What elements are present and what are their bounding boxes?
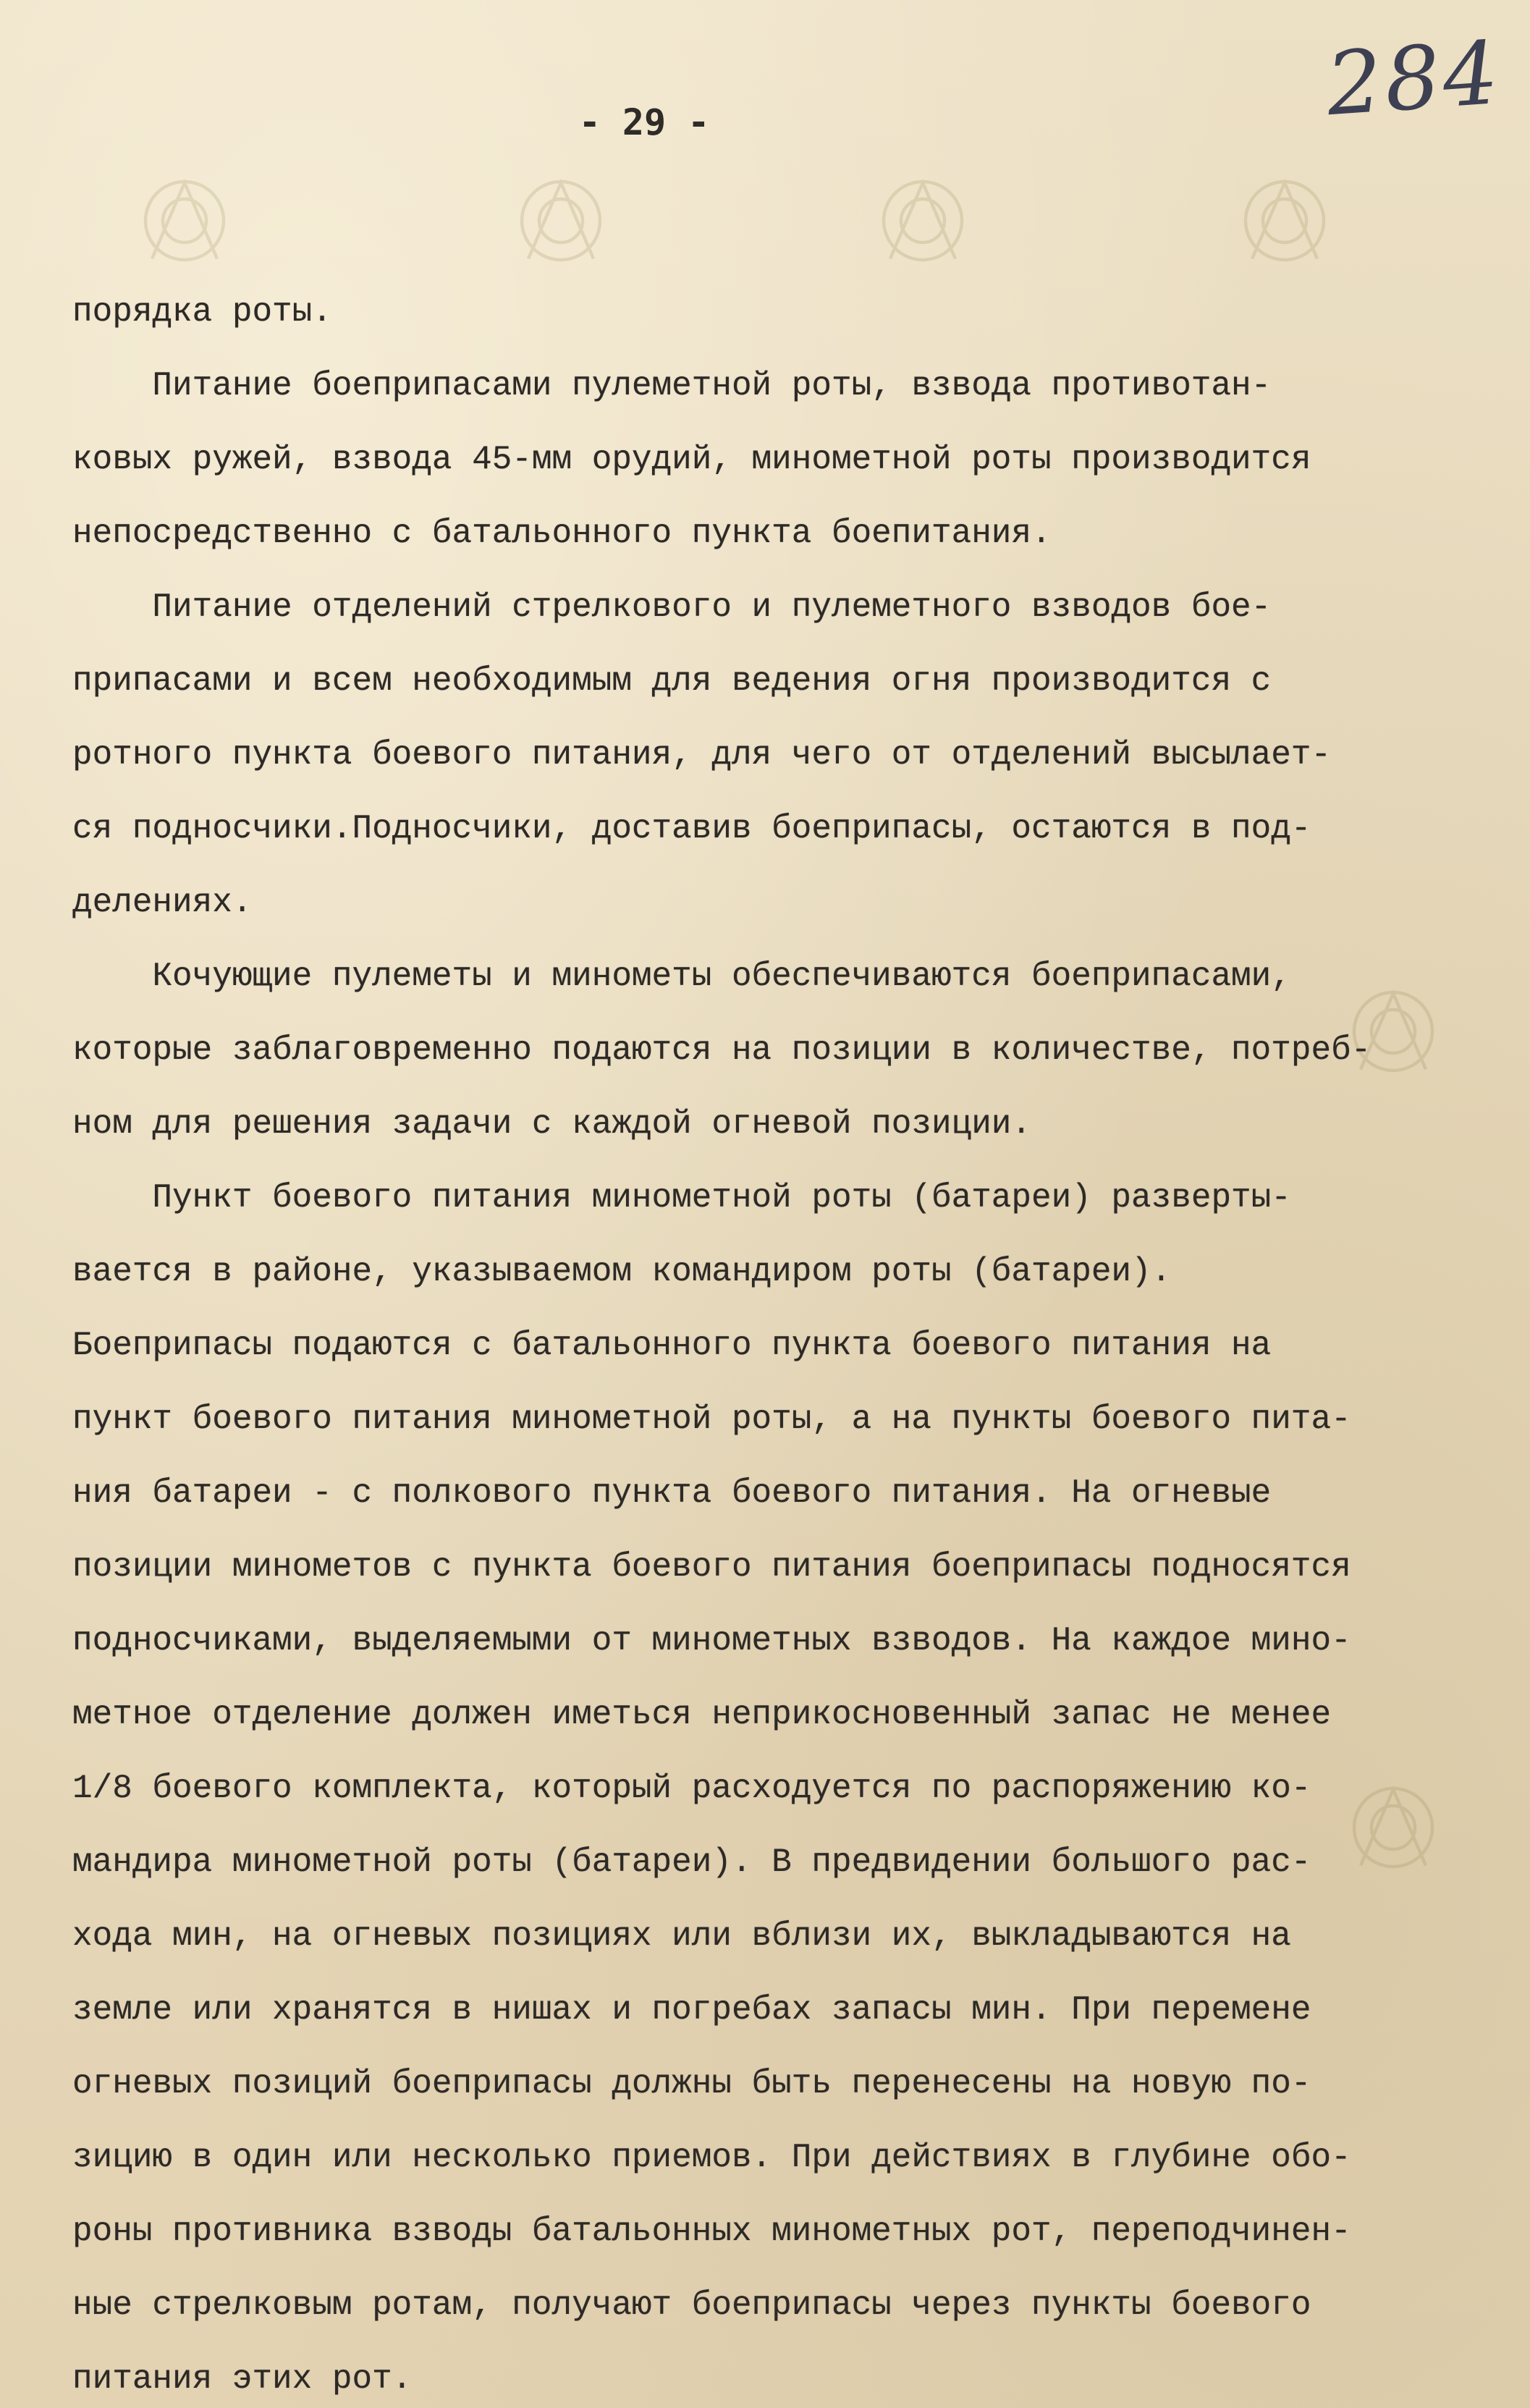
text-line: ротного пункта боевого питания, для чего от отделений высылает- [72,736,1332,774]
text-line: метное отделение должен иметься неприкосновенный запас не менее [72,1696,1332,1733]
text-line: делениях. [72,884,253,921]
text-line: земле или хранятся в нишах и погребах запасы мин. При перемене [72,1991,1311,2029]
text-line: мандира минометной роты (батареи). В предвидении большого рас- [72,1843,1311,1881]
text-line: зицию в один или несколько приемов. При действиях в глубине обо- [72,2139,1351,2176]
page-number: - 29 - [578,101,710,143]
text-line: 1/8 боевого комплекта, который расходуется по распоряжению ко- [72,1770,1311,1807]
text-line: Питание боеприпасами пулеметной роты, взвода противотан- [72,367,1272,405]
text-line: хода мин, на огневых позициях или вблизи их, выкладываются на [72,1917,1291,1955]
handwritten-folio-number: 284 [1323,22,1505,136]
text-line: позиции минометов с пункта боевого питания боеприпасы подносятся [72,1548,1351,1586]
text-line: огневых позиций боеприпасы должны быть перенесены на новую по- [72,2065,1311,2103]
text-line: пункт боевого питания минометной роты, а на пункты боевого пита- [72,1401,1351,1438]
text-line: Кочующие пулеметы и минометы обеспечиваются боеприпасами, [72,958,1291,995]
text-line: ся подносчики.Подносчики, доставив боеприпасы, остаются в под- [72,810,1311,848]
text-line: ном для решения задачи с каждой огневой позиции. [72,1105,1032,1143]
text-line: ния батареи - с полкового пункта боевого питания. На огневые [72,1474,1272,1512]
text-line: Боеприпасы подаются с батальонного пункта боевого питания на [72,1327,1272,1364]
emblem-watermark-icon [868,166,977,275]
text-line: ковых ружей, взвода 45-мм орудий, минометной роты производится [72,441,1311,478]
text-line: припасами и всем необходимым для ведения огня производится с [72,662,1272,700]
text-line: подносчиками, выделяемыми от минометных взводов. На каждое мино- [72,1622,1351,1660]
text-line: порядка роты. [72,293,332,331]
text-line: которые заблаговременно подаются на позиции в количестве, потреб- [72,1031,1371,1069]
text-line: непосредственно с батальонного пункта боепитания. [72,515,1052,552]
text-line: Пункт боевого питания минометной роты (батареи) разверты- [72,1179,1291,1217]
text-line: Питание отделений стрелкового и пулеметного взводов бое- [72,588,1272,626]
emblem-watermark-icon [1230,166,1339,275]
emblem-watermark-icon [507,166,615,275]
text-line: ные стрелковым ротам, получают боеприпасы через пункты боевого [72,2286,1311,2324]
text-line: вается в районе, указываемом командиром роты (батареи). [72,1253,1172,1290]
text-line: питания этих рот. [72,2360,413,2398]
text-line: роны противника взводы батальонных минометных рот, переподчинен- [72,2213,1351,2250]
body-text [72,275,1513,2408]
emblem-watermark-icon [130,166,239,275]
